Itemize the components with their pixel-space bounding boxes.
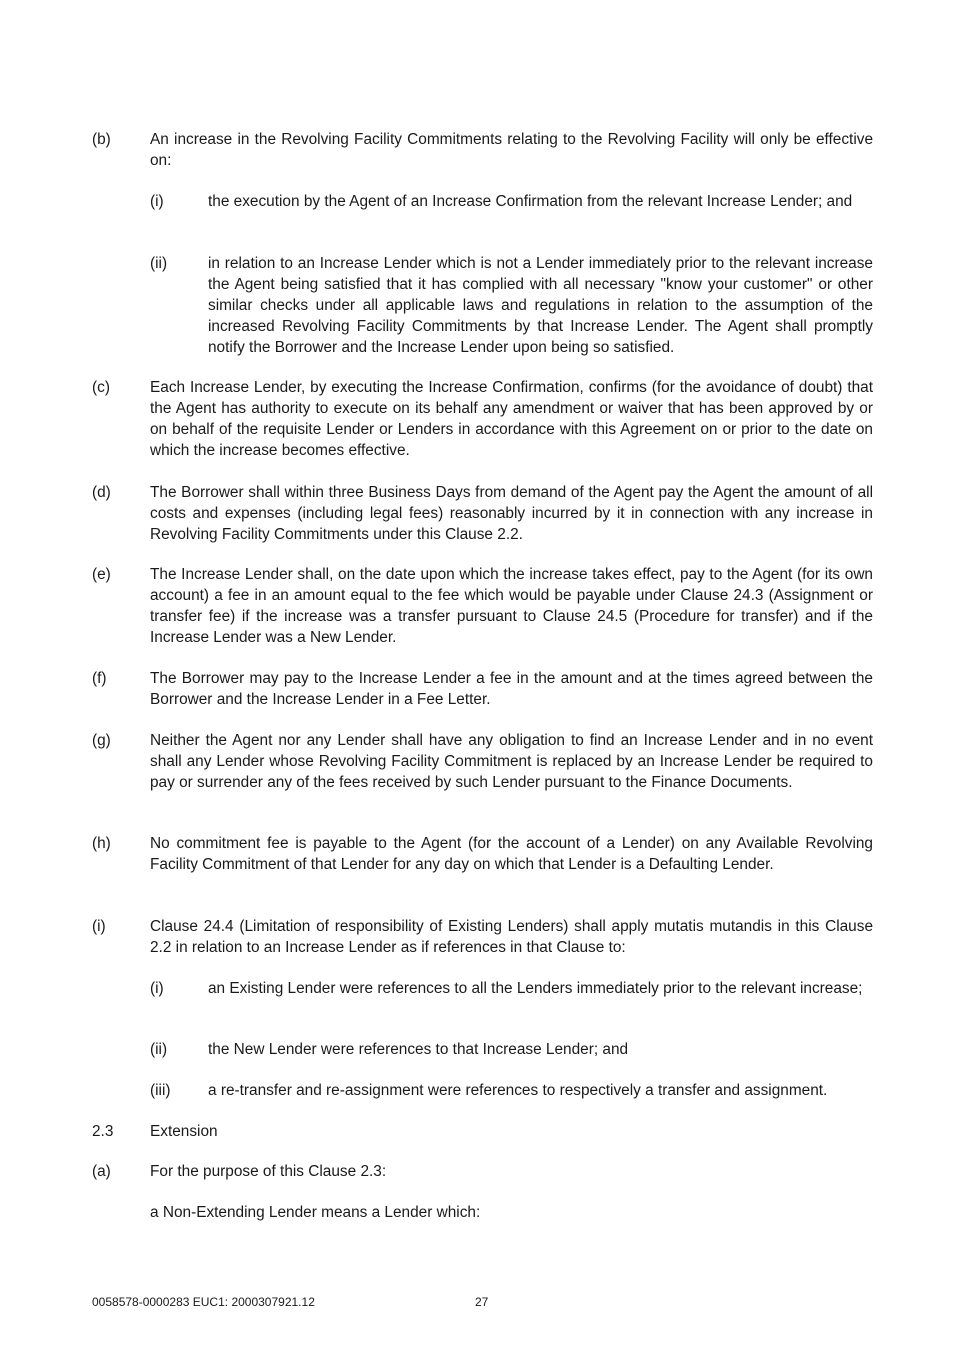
item-label: (h)	[92, 835, 111, 852]
footer-page-number: 27	[475, 1295, 489, 1309]
item-label: (e)	[92, 566, 111, 583]
sub-item-i-ii	[150, 1039, 873, 1060]
item-text: No commitment fee is payable to the Agent (for the account of a Lender) on any Available Revolving Facility Commitment of that Lender for any day on which that Lender is a Defaulting Lender.	[150, 835, 873, 873]
sub-item-text: the execution by the Agent of an Increase Confirmation from the relevant Increase Lender; and	[208, 193, 853, 210]
item-label: (f)	[92, 670, 107, 687]
item-label: (a)	[92, 1163, 111, 1180]
sub-item-b-ii	[150, 253, 873, 358]
sub-item-i-iii	[150, 1080, 873, 1101]
sub-item-text: in relation to an Increase Lender which is not a Lender immediately prior to the relevant increase the Agent being satisfied that it has complied with all necessary "know your customer" or other similar checks under all applicable laws and regulations in relation to the assumption of the increased Revolving Facility Commitments by that Increase Lender. The Agent shall promptly notify the Borrower and the Increase Lender upon being so satisfied.	[208, 255, 873, 356]
item-label: (c)	[92, 379, 110, 396]
section-title: Extension	[150, 1123, 218, 1140]
sub-item-text: the New Lender were references to that Increase Lender; and	[208, 1041, 629, 1058]
item-text: An increase in the Revolving Facility Commitments relating to the Revolving Facility will only be effective on:	[150, 131, 873, 169]
item-text: The Borrower may pay to the Increase Lender a fee in the amount and at the times agreed between the Borrower and the Increase Lender in a Fee Letter.	[150, 670, 873, 708]
clause-item-d	[92, 482, 873, 545]
section-number: 2.3	[92, 1123, 114, 1140]
sub-item-text: an Existing Lender were references to all the Lenders immediately prior to the relevant increase;	[208, 980, 863, 997]
footer-doc-reference: 0058578-0000283 EUC1: 2000307921.12	[92, 1295, 315, 1309]
item-text: For the purpose of this Clause 2.3:	[150, 1163, 387, 1180]
sub-item-label: (ii)	[150, 1041, 168, 1058]
clause-item-h	[92, 833, 873, 875]
clause-item-g	[92, 730, 873, 793]
item-label: (b)	[92, 131, 111, 148]
item-text: Clause 24.4 (Limitation of responsibility of Existing Lenders) shall apply mutatis mutandis in this Clause 2.2 in relation to an Increase Lender as if references in that Clause to:	[150, 918, 873, 956]
clause-item-b	[92, 129, 873, 171]
sub-item-b-i	[150, 191, 873, 212]
clause-item-f	[92, 668, 873, 710]
clause-item-c	[92, 377, 873, 461]
sub-item-label: (i)	[150, 193, 164, 210]
item-text: The Increase Lender shall, on the date upon which the increase takes effect, pay to the Agent (for its own account) a fee in an amount equal to the fee which would be payable under Clause 24.3 (Assignment or transfer fee) if the increase was a transfer pursuant to Clause 24.5 (Procedure for transfer) and if the Increase Lender was a New Lender.	[150, 566, 873, 646]
item-text: Each Increase Lender, by executing the Increase Confirmation, confirms (for the avoidance of doubt) that the Agent has authority to execute on its behalf any amendment or waiver that has been approved by or on behalf of the requisite Lender or Lenders in accordance with this Agreement on or prior to the date on which the increase becomes effective.	[150, 379, 873, 459]
sub-item-label: (i)	[150, 980, 164, 997]
item-label: (g)	[92, 732, 111, 749]
section-heading	[92, 1121, 218, 1142]
clause-item-a	[92, 1161, 873, 1182]
item-label: (i)	[92, 918, 106, 935]
clause-item-i	[92, 916, 873, 958]
clause-item-e	[92, 564, 873, 648]
sub-item-label: (ii)	[150, 255, 168, 272]
definition-line: a Non-Extending Lender means a Lender which:	[150, 1204, 481, 1221]
item-text: Neither the Agent nor any Lender shall have any obligation to find an Increase Lender and in no event shall any Lender whose Revolving Facility Commitment is replaced by an Increase Lender be required to pay or surrender any of the fees received by such Lender pursuant to the Finance Documents.	[150, 732, 873, 791]
sub-item-label: (iii)	[150, 1082, 171, 1099]
sub-item-i-i	[150, 978, 873, 999]
item-text: The Borrower shall within three Business Days from demand of the Agent pay the Agent the amount of all costs and expenses (including legal fees) reasonably incurred by it in connection with any increase in Revolving Facility Commitments under this Clause 2.2.	[150, 484, 873, 543]
sub-item-text: a re-transfer and re-assignment were references to respectively a transfer and assignment.	[208, 1082, 828, 1099]
item-label: (d)	[92, 484, 111, 501]
